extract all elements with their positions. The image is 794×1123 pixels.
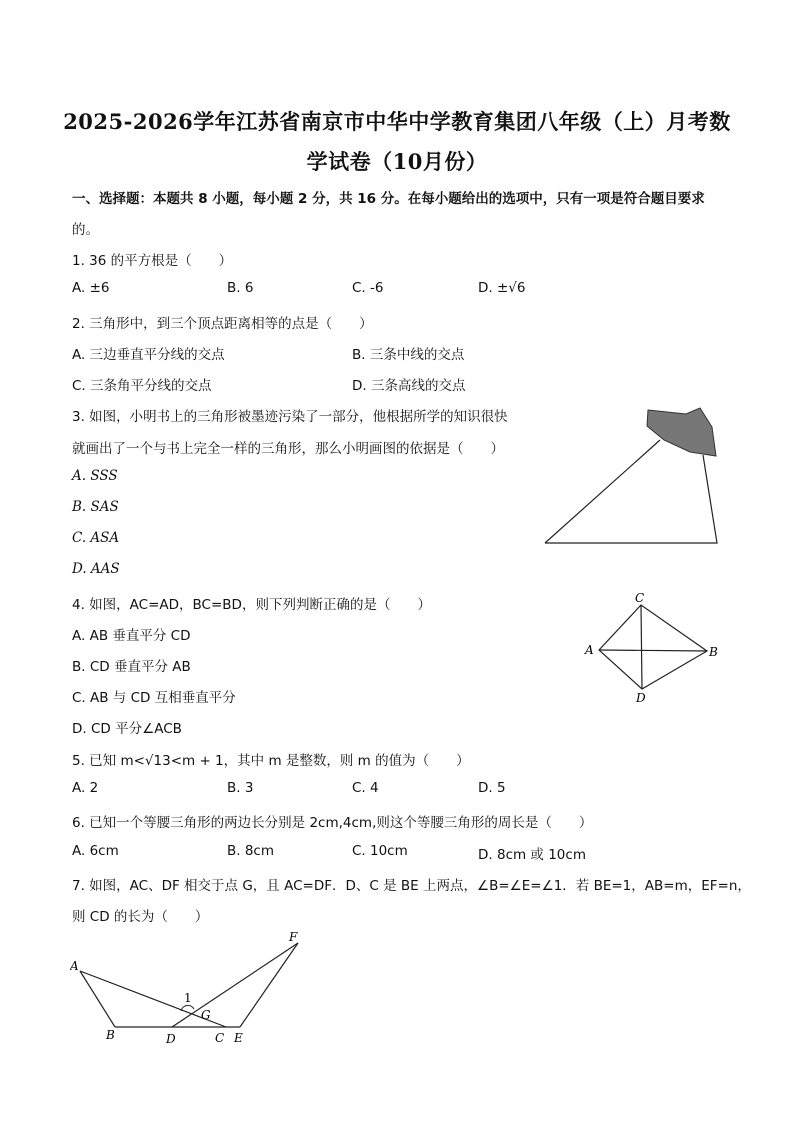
- q5-option-b: B. 3: [227, 780, 254, 796]
- triangle-side-left: [545, 440, 660, 543]
- q3-option-c: C. ASA: [72, 530, 120, 546]
- q1-option-b: B. 6: [227, 280, 254, 296]
- q4-kite-figure: [580, 588, 730, 710]
- label-f: F: [289, 930, 298, 944]
- label-c: C: [635, 591, 645, 605]
- q4-stem: 4. 如图，AC=AD，BC=BD，则下列判断正确的是（ ）: [72, 597, 431, 613]
- kite-outline: [599, 605, 707, 689]
- diagonal-cd: [641, 605, 642, 689]
- q2-option-c: C. 三条角平分线的交点: [72, 378, 212, 394]
- q5-option-d: D. 5: [478, 780, 506, 796]
- section-instructions-cont: 的。: [72, 222, 99, 238]
- label-d: D: [636, 691, 646, 705]
- q1-option-d: D. ±√6: [478, 280, 526, 296]
- q5-option-c: C. 4: [352, 780, 379, 796]
- label-c: C: [215, 1031, 225, 1045]
- segment-df: [172, 943, 298, 1027]
- q7-stem-line2: 则 CD 的长为（ ）: [72, 909, 209, 925]
- diagonal-ab: [599, 650, 707, 651]
- q7-geometry-figure: [70, 925, 320, 1050]
- q5-stem: 5. 已知 m<√13<m + 1，其中 m 是整数，则 m 的值为（ ）: [72, 753, 470, 769]
- q3-stem-line2: 就画出了一个与书上完全一样的三角形，那么小明画图的依据是（ ）: [72, 441, 504, 457]
- q1-stem: 1. 36 的平方根是（ ）: [72, 253, 233, 269]
- q6-stem: 6. 已知一个等腰三角形的两边长分别是 2cm,4cm,则这个等腰三角形的周长是（ ）: [72, 815, 593, 831]
- exam-title-line1: 2025-2026学年江苏省南京市中华中学教育集团八年级（上）月考数: [63, 109, 731, 134]
- segment-ab: [80, 971, 115, 1027]
- q2-option-a: A. 三边垂直平分线的交点: [72, 347, 225, 363]
- q4-option-c: C. AB 与 CD 互相垂直平分: [72, 690, 236, 706]
- label-angle-1: 1: [184, 991, 192, 1005]
- q6-option-a: A. 6cm: [72, 843, 119, 859]
- label-d: D: [166, 1032, 176, 1046]
- q2-option-d: D. 三条高线的交点: [352, 378, 466, 394]
- label-a: A: [585, 643, 594, 657]
- q2-option-b: B. 三条中线的交点: [352, 347, 465, 363]
- q5-option-a: A. 2: [72, 780, 99, 796]
- q4-option-d: D. CD 平分∠ACB: [72, 721, 182, 737]
- label-b: B: [709, 645, 718, 659]
- q7-stem-line1: 7. 如图，AC、DF 相交于点 G，且 AC=DF．D、C 是 BE 上两点，∠B=∠E=∠1．若 BE=1，AB=m，EF=n，: [72, 878, 751, 894]
- q3-option-a: A. SSS: [72, 468, 118, 484]
- q6-option-b: B. 8cm: [227, 843, 275, 859]
- q2-stem: 2. 三角形中，到三个顶点距离相等的点是（ ）: [72, 316, 373, 332]
- q3-option-d: D. AAS: [72, 561, 120, 577]
- triangle-side-base-right: [545, 455, 717, 543]
- q1-option-a: A. ±6: [72, 280, 110, 296]
- exam-title-line2: 学试卷（10月份）: [306, 149, 488, 174]
- section-instructions: 一、选择题：本题共 8 小题，每小题 2 分，共 16 分。在每小题给出的选项中，只有一项是符合题目要求: [72, 191, 705, 207]
- q3-stem-line1: 3. 如图，小明书上的三角形被墨迹污染了一部分，他根据所学的知识很快: [72, 409, 508, 425]
- label-e: E: [234, 1031, 243, 1045]
- q4-option-a: A. AB 垂直平分 CD: [72, 628, 191, 644]
- label-b: B: [106, 1028, 115, 1042]
- q6-option-d: D. 8cm 或 10cm: [478, 847, 586, 863]
- ink-stain: [647, 408, 716, 456]
- segment-ef: [240, 943, 298, 1027]
- q3-stained-triangle-figure: [540, 400, 730, 550]
- label-a: A: [70, 959, 79, 973]
- label-g: G: [201, 1008, 211, 1022]
- q1-option-c: C. -6: [352, 280, 384, 296]
- q6-option-c: C. 10cm: [352, 843, 408, 859]
- q3-option-b: B. SAS: [72, 499, 119, 515]
- q4-option-b: B. CD 垂直平分 AB: [72, 659, 191, 675]
